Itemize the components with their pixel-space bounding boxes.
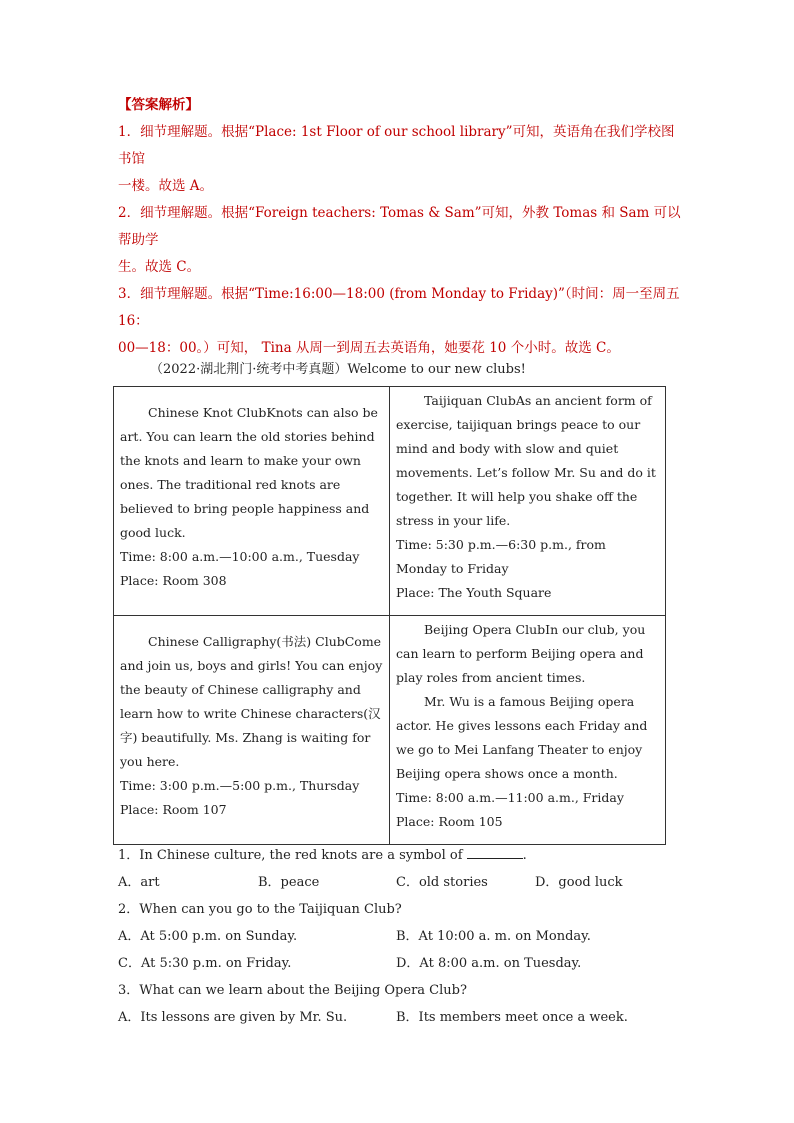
option-b: B．At 10:00 a. m. on Monday. xyxy=(396,929,591,944)
answer-blank xyxy=(467,844,523,859)
answer-line: 一楼。故选 A。 xyxy=(118,178,214,194)
option-a: A．Its lessons are given by Mr. Su. xyxy=(118,1010,348,1025)
option-c: C．old stories xyxy=(396,875,488,890)
answer-line: 2．细节理解题。根据“Foreign teachers: Tomas & Sam”可知，外教 Tomas 和 Sam 可以帮助学 xyxy=(118,205,681,248)
answer-line: 1．细节理解题。根据“Place: 1st Floor of our school library”可知，英语角在我们学校图书馆 xyxy=(118,124,675,167)
club-place: Place: Room 105 xyxy=(396,814,503,829)
club-description: Chinese Knot ClubKnots can also be art. You can learn the old stories behind the knots and learn to make your own ones. The traditional red knots are believed to bring people happiness and good luck. xyxy=(120,405,378,540)
options-row xyxy=(118,869,678,896)
club-cell-taijiquan xyxy=(390,387,666,616)
club-place: Place: The Youth Square xyxy=(396,585,552,600)
club-cell-opera xyxy=(390,616,666,845)
club-time: Time: 8:00 a.m.—11:00 a.m., Friday xyxy=(396,790,624,805)
club-place: Place: Room 308 xyxy=(120,573,227,588)
club-cell-calligraphy xyxy=(114,616,390,845)
option-a: A．art xyxy=(118,875,160,890)
answer-analysis xyxy=(118,92,683,362)
option-c: C．At 5:30 p.m. on Friday. xyxy=(118,956,292,971)
club-cell-knot xyxy=(114,387,390,616)
option-a: A．At 5:00 p.m. on Sunday. xyxy=(118,929,298,944)
option-b: B．peace xyxy=(258,875,320,890)
question-stem: 2．When can you go to the Taijiquan Club? xyxy=(118,902,402,917)
club-description: Beijing Opera ClubIn our club, you can learn to perform Beijing opera and play roles from ancient times. xyxy=(396,622,646,685)
question-stem: 1．In Chinese culture, the red knots are a symbol of . xyxy=(118,842,678,869)
option-d: D．At 8:00 a.m. on Tuesday. xyxy=(396,956,582,971)
club-description-extra: Mr. Wu is a famous Beijing opera actor. He gives lessons each Friday and we go to Mei Lanfang Theater to enjoy Beijing opera shows once a month. xyxy=(396,694,648,781)
answer-line: 00—18：00。）可知， Tina 从周一到周五去英语角，她要花 10 个小时。故选 C。 xyxy=(118,340,620,356)
clubs-table xyxy=(113,386,666,845)
club-time: Time: 3:00 p.m.—5:00 p.m., Thursday xyxy=(120,778,360,793)
questions xyxy=(118,842,678,1031)
options-row xyxy=(118,950,678,977)
answer-heading: 【答案解析】 xyxy=(118,97,199,113)
answer-line: 3．细节理解题。根据“Time:16:00—18:00 (from Monday to Friday)”（时间：周一至周五 16： xyxy=(118,286,680,329)
club-place: Place: Room 107 xyxy=(120,802,227,817)
club-description: Chinese Calligraphy(书法) ClubCome and join us, boys and girls! You can enjoy the beauty of Chinese calligraphy and learn how to write Chinese characters(汉字) beautifully. Ms. Zhang is waiting for you here. xyxy=(120,634,383,769)
club-description: Taijiquan ClubAs an ancient form of exercise, taijiquan brings peace to our mind and body with slow and quiet movements. Let’s follow Mr. Su and do it together. It will help you shake off the stress in your life. xyxy=(396,393,656,528)
club-time: Time: 8:00 a.m.—10:00 a.m., Tuesday xyxy=(120,549,360,564)
passage-intro: （2022·湖北荆门·统考中考真题）Welcome to our new clubs! xyxy=(150,362,526,377)
club-time: Time: 5:30 p.m.—6:30 p.m., from Monday to Friday xyxy=(396,537,606,576)
option-d: D．good luck xyxy=(535,875,623,890)
options-row xyxy=(118,923,678,950)
options-row xyxy=(118,1004,678,1031)
answer-line: 生。故选 C。 xyxy=(118,259,201,275)
option-b: B．Its members meet once a week. xyxy=(396,1010,628,1025)
question-stem: 3．What can we learn about the Beijing Opera Club? xyxy=(118,983,467,998)
